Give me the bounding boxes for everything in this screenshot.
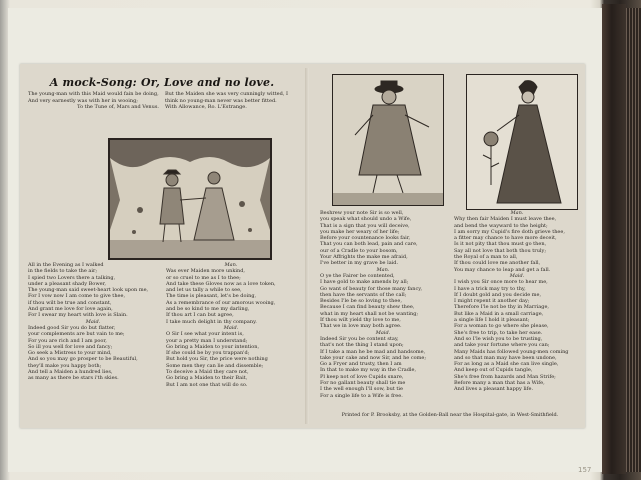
verse-line: if thou wilt be true and constant, <box>28 299 112 306</box>
verse-line: they'll make you happy both; <box>28 362 102 369</box>
imprint-line: Printed for P. Brooksby, at the Golden-Ball near the Hospital-gate, in West-Smithfield. <box>341 412 559 418</box>
woodcut-couple-drawing <box>110 140 270 258</box>
verse-line: Your Affrights the make me afraid, <box>320 254 408 261</box>
verse-line: in the fields to take the air; <box>28 268 98 275</box>
woodcut-woman-drawing <box>467 75 577 209</box>
ballad-title: A mock-Song: Or, Love and no love. <box>49 76 275 89</box>
verse-line: the Royal of a man to all, <box>454 254 518 261</box>
speaker-label: Maid. <box>375 329 391 336</box>
verse-line: then have the servants of the call; <box>320 291 407 298</box>
verse-line: Because I can find beauty shew thee, <box>320 304 415 311</box>
verse-line: our of a Cradle to your bosom, <box>320 247 398 254</box>
verse-line: If I take a man he be mad and handsome, <box>320 348 426 355</box>
subtitle-left: The young-man with this Maid would fain be doing, And very earnestly was with her in wooing; <box>28 91 159 104</box>
verse-line: and so that man may have been undone, <box>454 354 557 361</box>
speaker-label: Maid. <box>509 272 525 279</box>
verse-line: that's not the thing I stand upon; <box>320 342 404 349</box>
verse-line: Indeed Sir you be content stay, <box>320 335 399 342</box>
verse-line: And grant me love for love again, <box>28 306 113 313</box>
verse-line: And take these Gloves now as a love token, <box>166 280 276 287</box>
verse-line: a single life I hold it pleasant; <box>454 317 530 324</box>
right-verses <box>320 210 580 420</box>
verse-line: To deceive a Maid they care not, <box>166 369 249 376</box>
verse-line: In that to make my way in the Cradle, <box>320 367 417 374</box>
verse-line: and be so kind to me my darling, <box>166 306 250 313</box>
verse-line: I the well enough I'll sow, but tie <box>320 386 403 393</box>
verse-line: All in the Evening as I walked <box>28 262 104 268</box>
verse-line: Say all not love that both thou truly; <box>454 247 547 254</box>
verse-line: But like a Maid in a small carriage, <box>454 310 544 317</box>
folio-mark: 157 <box>578 466 592 474</box>
tune-line: To the Tune of, Mars and Venus. <box>77 104 159 110</box>
verse-line: But I am not one that will do so. <box>166 381 248 388</box>
verse-line: For no gallant beauty shall tie me <box>320 380 406 387</box>
verse-line: The time is pleasant, let's be doing, <box>166 293 257 300</box>
verse-line: Was ever Maiden more unkind, <box>166 268 246 275</box>
verse-line: And tell a Maiden a hundred lies, <box>28 369 113 376</box>
verse-line: Go bring a Maiden to your intention, <box>166 343 260 350</box>
verse-line: Many Maids has followed young-men coming <box>454 348 569 355</box>
left-sheet <box>28 72 296 424</box>
verse-line: The young-man said sweet-heart look upon me, <box>28 287 149 294</box>
speaker-label: Maid. <box>85 318 101 325</box>
subtitle-right: But the Maiden she was very cunningly witted, I think no young-man never was better fitted. <box>165 91 288 104</box>
verse-line: I've better in my grave be laid. <box>320 260 399 267</box>
verse-line: and let us tally a while to see, <box>166 287 242 294</box>
verse-line: Besides I'le be so loving to thee, <box>320 298 402 305</box>
verse-line: I wish you Sir once more to hear me, <box>454 279 548 286</box>
verse-line: And so you may go prosper to be Beautiful, <box>28 356 138 363</box>
woodcut-woman-image <box>466 74 578 210</box>
left-verse-column-1 <box>28 262 158 422</box>
verse-line: Is it not pity that thou must go then, <box>454 241 547 248</box>
verse-line: She's free from hazards and Man Strife; <box>454 373 556 380</box>
verse-line: and take your fortune where you can; <box>454 342 550 349</box>
verse-line: As a remembrance of our amorous wooing, <box>166 299 276 306</box>
right-verse-column-1 <box>320 210 446 420</box>
verse-line: you speak what should undo a Wife, <box>320 216 412 223</box>
verse-line: And lives a pleasant happy life. <box>454 386 534 393</box>
verse-line: Why then fair Maiden I must leave thee, <box>454 216 557 223</box>
allowance-line: With Allowance, Ro. L'Estrange. <box>165 104 247 110</box>
verse-line: I have gold to make amends by all; <box>320 279 409 286</box>
verse-line: Before many a man that has a Wife, <box>454 380 545 387</box>
left-verses <box>28 262 296 422</box>
page-edges <box>626 8 641 472</box>
verse-line: Beshrew your note Sir is so well, <box>320 210 404 216</box>
verse-line: what in my heart shall not be wanting; <box>320 310 419 317</box>
album-page <box>8 8 603 472</box>
verse-line: take your cake and now Sir, and he come; <box>320 354 427 361</box>
verse-line: For I vow now I am come to give thee, <box>28 293 126 300</box>
woodcut-man-drawing <box>333 75 443 205</box>
verse-line: and bend the wayward to the height; <box>454 222 548 229</box>
verse-line: So ill you well for love and fancy; <box>28 343 113 350</box>
speaker-label: Maid. <box>223 324 239 331</box>
verse-line: or so cruel to me as I to thee; <box>166 274 241 281</box>
verse-line: Before your countenance looks fair, <box>320 235 411 242</box>
verse-line: Indeed good Sir you do but flatter, <box>28 324 116 331</box>
verse-line: O Sir I see what your intent is, <box>166 331 244 338</box>
verse-line: If thou wilt yield thy love to me, <box>320 317 401 324</box>
verse-line: She's free to trip, to take her ease. <box>454 329 543 336</box>
verse-line: If thou could love me another fall, <box>454 260 541 267</box>
verse-line: under a pleasant shady Bower, <box>28 280 106 287</box>
verse-line: I am sorry my Cupid's fire doth grieve thee, <box>454 228 565 235</box>
sheet-gutter <box>305 68 309 424</box>
verse-line: That we in love may both agree. <box>320 323 402 330</box>
verse-line: You may chance to leap and get a fall. <box>454 266 551 273</box>
right-verse-column-2 <box>454 210 580 420</box>
verse-line: If thou art I can but agree, <box>166 312 234 319</box>
ballad-subtitle <box>28 91 296 111</box>
left-verse-column-2 <box>166 262 296 422</box>
verse-line: Go a Fryer and trusty, then I am <box>320 361 402 368</box>
speaker-label: Man. <box>224 262 238 268</box>
ballad-broadside <box>20 64 585 428</box>
verse-line: But hold you Sir, the price were nothing <box>166 356 268 363</box>
verse-line: Therefore I'le not be thy in Marriage, <box>454 304 549 311</box>
verse-line: For a woman to go where she please, <box>454 323 549 330</box>
verse-line: And keep out of Cupids tangle, <box>454 367 533 374</box>
verse-line: If she could be by you trappan'd; <box>166 350 250 357</box>
verse-line: I take much delight in thy company. <box>166 318 257 325</box>
speaker-label: Man. <box>510 210 524 216</box>
verse-line: O ye the Fairer be contented, <box>320 272 395 279</box>
verse-line: I have a trick may try to thy, <box>454 285 526 292</box>
verse-line: Go want of beauty for those many fancy, <box>320 285 423 292</box>
speaker-label: Man. <box>376 266 390 273</box>
woodcut-man-image <box>332 74 444 206</box>
verse-line: a fitter may chance to have more deceit, <box>454 235 557 242</box>
right-sheet <box>320 72 580 424</box>
verse-line: That is a sign that you will deceive, <box>320 222 410 229</box>
verse-line: For as long as a Maid she can live single, <box>454 361 559 368</box>
book-spine <box>602 4 626 474</box>
verse-line: I might repent it another day; <box>454 298 530 305</box>
verse-line: That you can both lead, pain and care, <box>320 241 418 248</box>
woodcut-couple-image <box>108 138 272 260</box>
verse-line: you make her weary of her life; <box>320 228 400 235</box>
verse-line: If I doubt gold and you decide me, <box>454 291 542 298</box>
verse-line: Pl keep not of love Cupids snare, <box>320 373 404 380</box>
verse-line: For I swear my heart with love is Slain. <box>28 312 128 319</box>
verse-line: For a single life to a Wife is free. <box>320 392 403 399</box>
verse-line: Go bring a Maiden to their Bait, <box>166 375 248 382</box>
verse-line: I spied two Lovers there a talking, <box>28 274 116 281</box>
verse-line: your complements are but vain to me; <box>28 331 125 338</box>
verse-line: Go seek a Mistress to your mind, <box>28 350 112 357</box>
verse-line: as many as there be stars i'th skies. <box>28 375 119 382</box>
verse-line: your a pretty man I understand; <box>166 337 248 344</box>
verse-line: For you are rich and I am poor, <box>28 337 107 344</box>
verse-line: And so I'le wish you to be trusting, <box>454 335 543 342</box>
verse-line: Some men they can lie and dissemble; <box>166 362 264 369</box>
